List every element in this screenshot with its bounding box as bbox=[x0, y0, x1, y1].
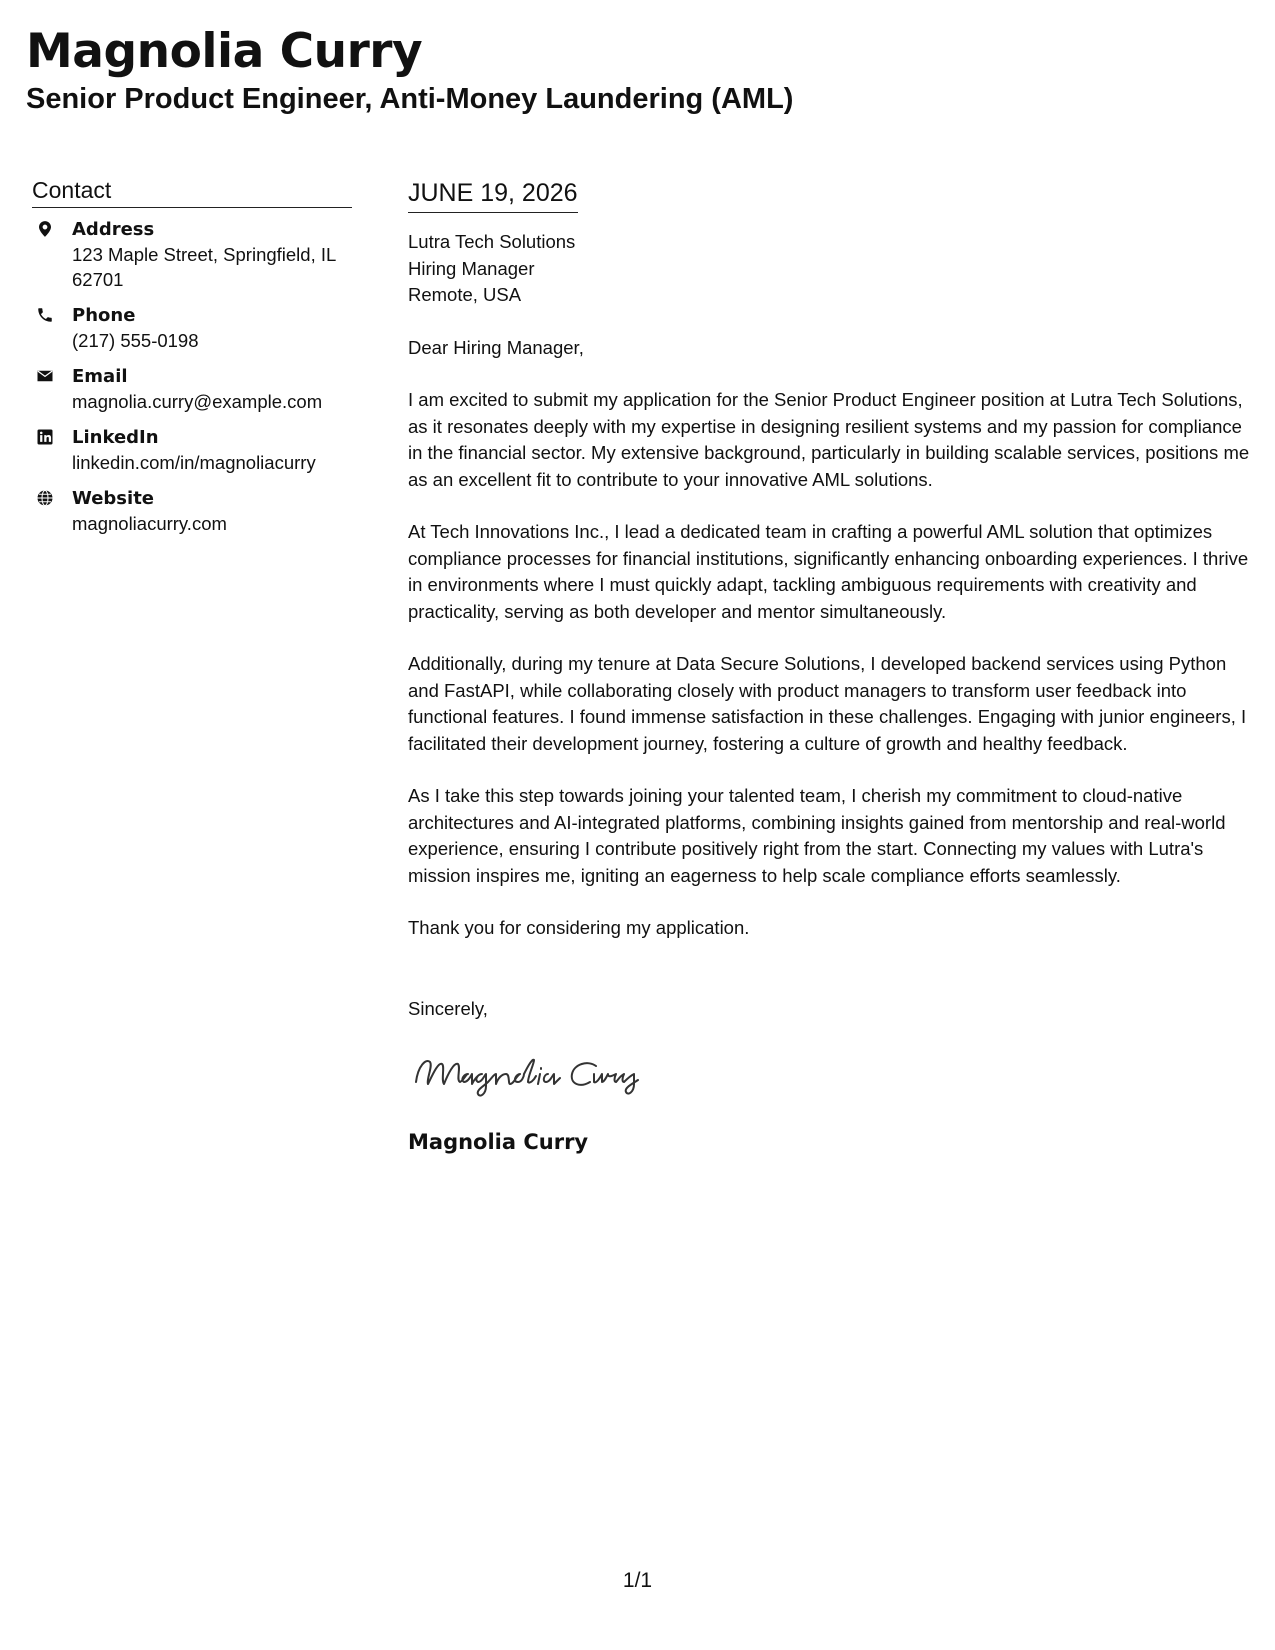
linkedin-value: linkedin.com/in/magnoliacurry bbox=[72, 452, 316, 473]
contact-heading: Contact bbox=[32, 176, 352, 208]
phone-value: (217) 555-0198 bbox=[72, 330, 199, 351]
website-label: Website bbox=[72, 488, 155, 509]
handwritten-signature bbox=[408, 1040, 678, 1106]
email-label: Email bbox=[72, 366, 128, 387]
closing-line: Sincerely, bbox=[408, 997, 488, 1019]
applicant-name: Magnolia Curry bbox=[26, 24, 423, 79]
letter-paragraph: As I take this step towards joining your talented team, I cherish my commitment to cloud-native architectures and AI-integrated platforms, combining insights gained from mentorship and real-world experience, ensuring I contribute positively right from the start. Connecting my values with Lutra's mission inspires me, igniting an eagerness to help scale compliance efforts seamlessly. bbox=[408, 785, 1226, 886]
resume-header bbox=[26, 22, 793, 116]
phone-label: Phone bbox=[72, 305, 136, 326]
letter-paragraph: I am excited to submit my application for the Senior Product Engineer position at Lutra Tech Solutions, as it resonates deeply with my expertise in designing resilient systems and my passion for compliance in the financial sector. My extensive background, particularly in building scalable services, positions me as an excellent fit to contribute to your innovative AML solutions. bbox=[408, 389, 1250, 490]
job-title: Senior Product Engineer, Anti-Money Laundering (AML) bbox=[26, 83, 794, 115]
recipient-location: Remote, USA bbox=[408, 284, 522, 305]
thanks-line: Thank you for considering my application. bbox=[408, 917, 750, 938]
recipient-role: Hiring Manager bbox=[408, 257, 535, 279]
cover-letter-body bbox=[408, 176, 1258, 1156]
recipient-company: Lutra Tech Solutions bbox=[408, 231, 576, 252]
linkedin-label: LinkedIn bbox=[72, 427, 159, 448]
greeting: Dear Hiring Manager, bbox=[408, 336, 584, 358]
envelope-icon bbox=[34, 365, 56, 387]
page-number: 1/1 bbox=[622, 1569, 653, 1592]
contact-item-linkedin bbox=[32, 426, 352, 475]
contact-item-website bbox=[32, 487, 352, 536]
phone-icon bbox=[34, 304, 56, 326]
letter-date: JUNE 19, 2026 bbox=[408, 176, 578, 213]
contact-item-address bbox=[32, 218, 352, 292]
email-value: magnolia.curry@example.com bbox=[72, 391, 323, 412]
recipient-block bbox=[408, 229, 1258, 309]
letter-paragraph: At Tech Innovations Inc., I lead a dedicated team in crafting a powerful AML solution that optimizes compliance processes for financial institutions, significantly enhancing onboarding experiences. I thrive in environments where I must quickly adapt, tackling ambiguous requirements with creativity and practicality, serving as both developer and mentor simultaneously. bbox=[408, 521, 1249, 622]
contact-sidebar bbox=[32, 176, 352, 548]
website-value: magnoliacurry.com bbox=[72, 513, 227, 534]
map-pin-icon bbox=[34, 218, 56, 240]
address-value: 123 Maple Street, Springfield, IL 62701 bbox=[72, 244, 336, 290]
contact-item-phone bbox=[32, 304, 352, 353]
globe-icon bbox=[34, 487, 56, 509]
signer-name: Magnolia Curry bbox=[408, 1130, 589, 1154]
letter-paragraph: Additionally, during my tenure at Data Secure Solutions, I developed backend services using Python and FastAPI, while collaborating closely with product managers to transform user feedback into functional features. I found immense satisfaction in these challenges. Engaging with junior engineers, I facilitated their development journey, fostering a culture of growth and healthy feedback. bbox=[408, 653, 1247, 754]
address-label: Address bbox=[72, 219, 155, 240]
contact-item-email bbox=[32, 365, 352, 414]
linkedin-icon bbox=[34, 426, 56, 448]
